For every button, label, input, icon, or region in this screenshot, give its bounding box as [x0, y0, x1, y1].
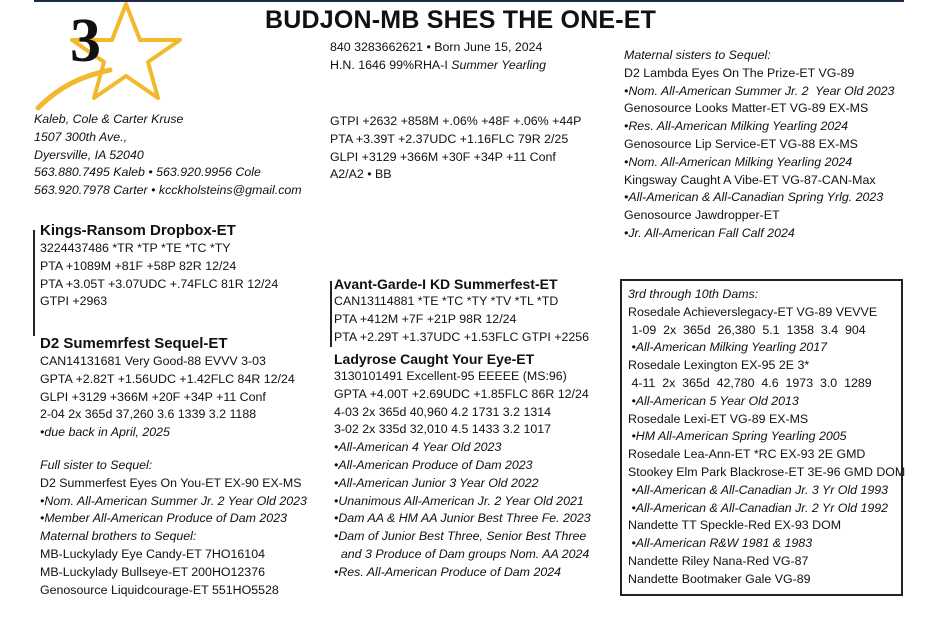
dams-box-line: Rosedale Lexington EX-95 2E 3* — [628, 358, 810, 373]
second-sire-line: CAN13114881 *TE *TC *TY *TV *TL *TD — [334, 294, 559, 308]
dams-box-line: Nandette Bootmaker Gale VG-89 — [628, 571, 811, 586]
sire-name: Kings-Ransom Dropbox-ET — [40, 222, 236, 239]
maternal-sisters-block — [624, 47, 894, 243]
owner-address1: 1507 300th Ave., — [34, 129, 128, 144]
sire-line: 3224437486 *TR *TP *TE *TC *TY — [40, 241, 231, 255]
dams-box-line: •All-American 5 Year Old 2013 — [628, 393, 799, 408]
owner-contact — [34, 111, 302, 200]
dams-box-line: Rosedale Lea-Ann-ET *RC EX-93 2E GMD — [628, 447, 866, 462]
full-sister-block — [40, 457, 307, 599]
second-dam-name: Ladyrose Caught Your Eye-ET — [334, 351, 535, 367]
pedigree-bracket-sire — [33, 230, 35, 336]
second-dam-honor: •All-American Produce of Dam 2023 — [334, 457, 533, 472]
second-dam-line: 3130101491 Excellent-95 EEEEE (MS:96) — [334, 369, 567, 383]
dam-line: GLPI +3129 +366M +20F +34P +11 Conf — [40, 389, 266, 404]
dam-name: D2 Sumemrfest Sequel-ET — [40, 335, 228, 352]
dams-box-line: Nandette Riley Nana-Red VG-87 — [628, 553, 809, 568]
maternal-sister-line: Genosource Jawdropper-ET — [624, 208, 780, 223]
second-sire-block — [334, 275, 589, 346]
animal-hn-line — [330, 57, 546, 75]
maternal-brother: MB-Luckylady Bullseye-ET 200HO12376 — [40, 564, 265, 579]
dam-block — [40, 334, 295, 442]
dams-box-heading: 3rd through 10th Dams: — [628, 287, 759, 301]
owner-phone2: 563.920.7978 Carter • kcckholsteins@gmail.com — [34, 183, 302, 198]
genomic-line: GLPI +3129 +366M +30F +34P +11 Conf — [330, 149, 556, 164]
dam-line: CAN14131681 Very Good-88 EVVV 3-03 — [40, 354, 266, 368]
second-dam-line: 4-03 2x 365d 40,960 4.2 1731 3.2 1314 — [334, 404, 552, 419]
maternal-sister-line: D2 Lambda Eyes On The Prize-ET VG-89 — [624, 65, 855, 80]
second-dam-honor: •All-American Junior 3 Year Old 2022 — [334, 475, 539, 490]
full-sister-honor: •Nom. All-American Summer Jr. 2 Year Old 2023 — [40, 493, 307, 508]
sire-line: PTA +1089M +81F +58P 82R 12/24 — [40, 258, 237, 273]
dams-box-content — [628, 286, 905, 589]
second-dam-line: 3-02 2x 335d 32,010 4.5 1433 3.2 1017 — [334, 422, 552, 437]
animal-id-line: 840 3283662621 • Born June 15, 2024 — [330, 40, 543, 54]
dams-box-line: Nandette TT Speckle-Red EX-93 DOM — [628, 518, 842, 533]
second-sire-line: PTA +412M +7F +21P 98R 12/24 — [334, 311, 517, 326]
sire-line: PTA +3.05T +3.07UDC +.74FLC 81R 12/24 — [40, 276, 279, 291]
lot-number: 3 — [70, 7, 101, 75]
animal-genomics — [330, 113, 581, 184]
pedigree-bracket-second-sire — [330, 281, 332, 347]
sire-line: GTPI +2963 — [40, 294, 108, 309]
maternal-brother: Genosource Liquidcourage-ET 551HO5528 — [40, 582, 279, 597]
maternal-sister-line: •Nom. All-American Summer Jr. 2 Year Old 2023 — [624, 83, 895, 98]
dam-note: •due back in April, 2025 — [40, 425, 170, 440]
dams-box-line: •All-American & All-Canadian Jr. 2 Yr Old 1992 — [628, 500, 889, 515]
maternal-sister-line: Genosource Looks Matter-ET VG-89 EX-MS — [624, 101, 869, 116]
maternal-sister-line: •All-American & All-Canadian Spring Yrlg. 2023 — [624, 190, 884, 205]
second-sire-name: Avant-Garde-I KD Summerfest-ET — [334, 276, 558, 292]
page-title: BUDJON-MB SHES THE ONE-ET — [265, 6, 657, 34]
maternal-brother: MB-Luckylady Eye Candy-ET 7HO16104 — [40, 546, 265, 561]
sire-block — [40, 221, 278, 311]
star-icon — [30, 0, 200, 120]
dams-box-line: •All-American Milking Yearling 2017 — [628, 340, 828, 355]
dams-box-line: 4-11 2x 365d 42,780 4.6 1973 3.0 1289 — [628, 375, 872, 390]
maternal-brothers-heading: Maternal brothers to Sequel: — [40, 529, 197, 544]
second-dam-honor: •All-American 4 Year Old 2023 — [334, 440, 502, 455]
dams-box-line: Rosedale Achieverslegacy-ET VG-89 VEVVE — [628, 304, 878, 319]
second-dam-honor: •Unanimous All-American Jr. 2 Year Old 2021 — [334, 493, 584, 508]
animal-class: Summer Yearling — [451, 57, 547, 72]
genomic-line: A2/A2 • BB — [330, 167, 392, 182]
animal-hn: H.N. 1646 99%RHA-I — [330, 57, 452, 72]
dams-box-line: Rosedale Lexi-ET VG-89 EX-MS — [628, 411, 809, 426]
maternal-sisters-heading: Maternal sisters to Sequel: — [624, 48, 771, 62]
second-dam-honor: •Dam AA & HM AA Junior Best Three Fe. 2023 — [334, 511, 591, 526]
second-dam-block — [334, 350, 591, 582]
maternal-sister-line: Genosource Lip Service-ET VG-88 EX-MS — [624, 136, 858, 151]
animal-info — [330, 39, 546, 75]
dams-box-line: 1-09 2x 365d 26,380 5.1 1358 3.4 904 — [628, 322, 866, 337]
second-dam-line: GPTA +4.00T +2.69UDC +1.85FLC 86R 12/24 — [334, 386, 589, 401]
owner-phone1: 563.880.7495 Kaleb • 563.920.9956 Cole — [34, 165, 261, 180]
second-dam-honor: •Dam of Junior Best Three, Senior Best Three — [334, 529, 587, 544]
dams-box-line: Stookey Elm Park Blackrose-ET 3E-96 GMD DOM — [628, 464, 906, 479]
second-sire-line: PTA +2.29T +1.37UDC +1.53FLC GTPI +2256 — [334, 329, 590, 344]
second-dam-honor: •Res. All-American Produce of Dam 2024 — [334, 564, 562, 579]
dams-box-line: •HM All-American Spring Yearling 2005 — [628, 429, 847, 444]
genomic-line: PTA +3.39T +2.37UDC +1.16FLC 79R 2/25 — [330, 131, 569, 146]
maternal-sister-line: •Jr. All-American Fall Calf 2024 — [624, 225, 795, 240]
dam-line: 2-04 2x 365d 37,260 3.6 1339 3.2 1188 — [40, 407, 257, 422]
maternal-sister-line: •Res. All-American Milking Yearling 2024 — [624, 119, 849, 134]
genomic-line: GTPI +2632 +858M +.06% +48F +.06% +44P — [330, 114, 582, 128]
maternal-sister-line: •Nom. All-American Milking Yearling 2024 — [624, 154, 853, 169]
dams-box-line: •All-American & All-Canadian Jr. 3 Yr Old 1993 — [628, 482, 889, 497]
full-sister-heading: Full sister to Sequel: — [40, 458, 153, 472]
dams-box-line: •All-American R&W 1981 & 1983 — [628, 536, 813, 551]
full-sister-honor: •Member All-American Produce of Dam 2023 — [40, 511, 287, 526]
dam-line: GPTA +2.82T +1.56UDC +1.42FLC 84R 12/24 — [40, 371, 295, 386]
owner-address2: Dyersville, IA 52040 — [34, 147, 144, 162]
second-dam-honor: and 3 Produce of Dam groups Nom. AA 2024 — [334, 546, 590, 561]
full-sister-name: D2 Summerfest Eyes On You-ET EX-90 EX-MS — [40, 475, 302, 490]
maternal-sister-line: Kingsway Caught A Vibe-ET VG-87-CAN-Max — [624, 172, 876, 187]
owner-names: Kaleb, Cole & Carter Kruse — [34, 112, 184, 126]
